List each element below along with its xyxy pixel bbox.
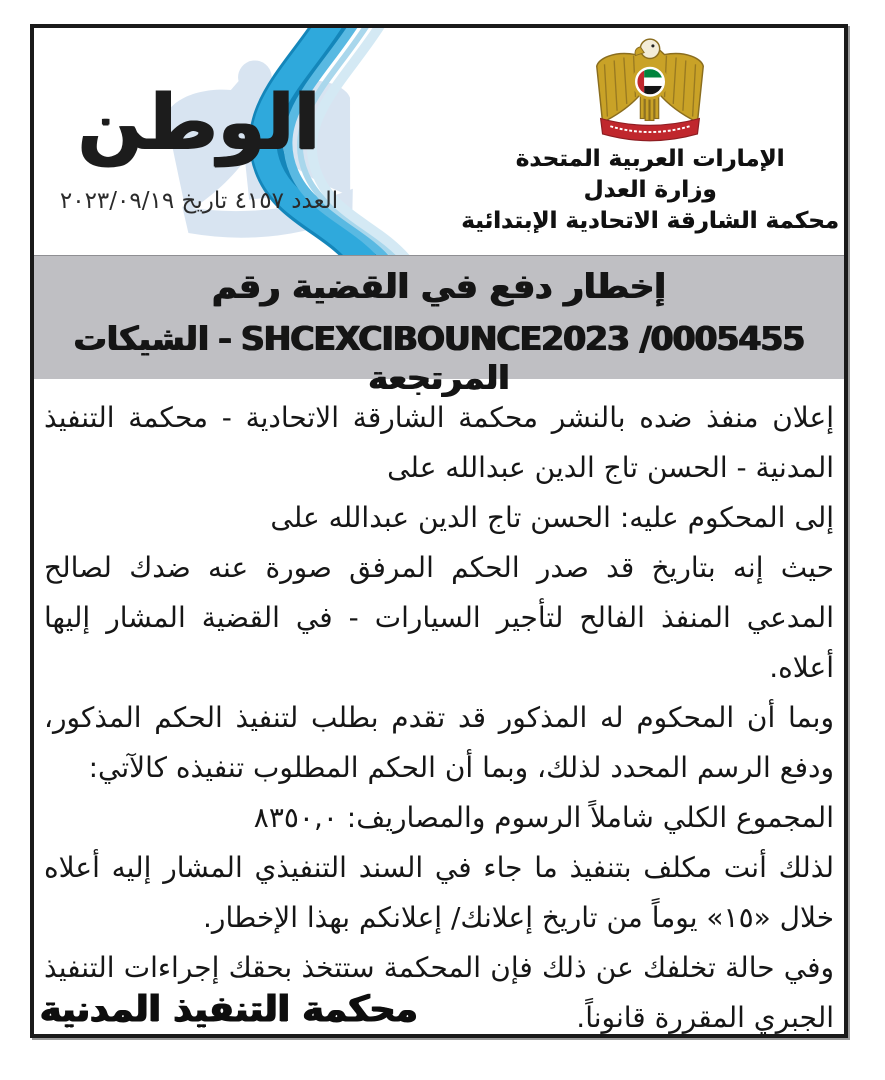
newspaper-logo: الوطن — [77, 77, 321, 166]
newspaper-logo-block — [34, 72, 364, 214]
issue-date-line: العدد ٤١٥٧ تاريخ ٢٠٢٣/٠٩/١٩ — [59, 188, 339, 214]
case-type: الشيكات المرتجعة — [73, 319, 510, 397]
case-separator: - — [218, 319, 232, 358]
notice-title: إخطار دفع في القضية رقم — [212, 267, 666, 307]
body-paragraph: إلى المحكوم عليه: الحسن تاج الدين عبدالله على — [270, 501, 834, 534]
notice-frame — [30, 24, 848, 1038]
notice-body — [34, 379, 844, 1038]
case-header-band — [34, 255, 844, 397]
body-paragraph: حيث إنه بتاريخ قد صدر الحكم المرفق صورة عنه ضدك لصالح المدعي المنفذ الفالح لتأجير السيارات - في القضية المشار إليها أعلاه. — [44, 551, 834, 684]
body-paragraph: إعلان منفذ ضده بالنشر محكمة الشارقة الاتحادية - محكمة التنفيذ المدنية - الحسن تاج الدين عبدالله على — [44, 401, 834, 484]
uae-emblem-icon — [589, 32, 711, 144]
notice-header-area — [34, 28, 844, 255]
case-number: SHCEXCIBOUNCE2023 /0005455 — [240, 319, 805, 358]
body-paragraph: لذلك أنت مكلف بتنفيذ ما جاء في السند التنفيذي المشار إليه أعلاه خلال «١٥» يوماً من تاريخ إعلانك/ إعلانكم بهذا الإخطار. — [44, 851, 834, 934]
issuing-court-signature: محكمة التنفيذ المدنية — [40, 989, 418, 1030]
authority-block — [415, 32, 844, 237]
authority-ministry: وزارة العدل — [583, 177, 717, 203]
authority-country: الإمارات العربية المتحدة — [515, 146, 785, 172]
authority-court: محكمة الشارقة الاتحادية الإبتدائية — [461, 208, 839, 234]
body-paragraph: وفي حالة تخلفك عن ذلك فإن المحكمة ستتخذ بحقك إجراءات التنفيذ الجبري المقررة قانوناً. — [44, 951, 834, 1034]
body-paragraph: المجموع الكلي شاملاً الرسوم والمصاريف: ٨٣٥٠,٠ — [253, 801, 834, 834]
body-paragraph: وبما أن المحكوم له المذكور قد تقدم بطلب لتنفيذ الحكم المذكور، ودفع الرسم المحدد لذلك، وبما أن الحكم المطلوب تنفيذه كالآتي: — [44, 701, 834, 784]
